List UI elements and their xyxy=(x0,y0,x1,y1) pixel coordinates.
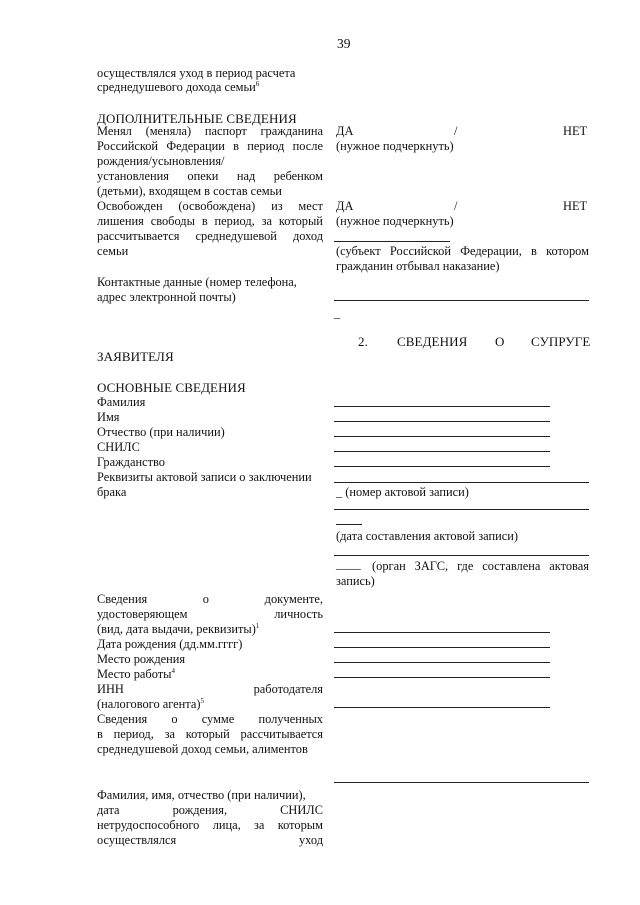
word: документе, xyxy=(264,592,323,606)
passport-question-line-3: рождения/усыновления/ xyxy=(97,154,225,168)
word: в xyxy=(233,139,239,153)
passport-question-line-1 xyxy=(97,124,323,139)
footnote-ref: 5 xyxy=(200,696,204,705)
word: Менял xyxy=(97,124,132,138)
word: за xyxy=(261,214,273,228)
word: лица, xyxy=(212,818,241,832)
word: актовая xyxy=(549,559,589,573)
record-date-short-line xyxy=(336,524,362,525)
word: в xyxy=(201,214,208,228)
name-label: Имя xyxy=(97,410,120,424)
word: из xyxy=(271,199,283,213)
word: лишения xyxy=(97,214,144,228)
passport-question-line-2 xyxy=(97,139,323,154)
record-number-caption: _ (номер актовой записи) xyxy=(336,485,469,499)
word: Федерации xyxy=(166,139,225,153)
word: СНИЛС xyxy=(280,803,323,817)
word: котором xyxy=(546,244,589,258)
word: о xyxy=(202,592,209,606)
word: которым xyxy=(277,818,323,832)
released-no-option[interactable]: НЕТ xyxy=(563,199,588,213)
registry-office-caption-line-1 xyxy=(372,559,589,574)
word: в xyxy=(531,244,537,258)
registry-office-input-line[interactable] xyxy=(334,555,589,556)
passport-yes-option[interactable]: ДА xyxy=(336,124,354,138)
income-label-line-3: среднедушевой доход семьи, алиментов xyxy=(97,742,308,756)
word: где xyxy=(457,559,474,573)
workplace-label xyxy=(97,667,175,682)
released-slash: / xyxy=(454,199,458,213)
word: Сведения xyxy=(97,592,148,606)
contacts-dash: _ xyxy=(334,306,341,320)
region-caption-line-1 xyxy=(336,244,589,259)
registry-office-caption-line-2: запись) xyxy=(336,574,375,588)
inn-label-line-2 xyxy=(97,697,204,712)
word: ребенком xyxy=(273,169,323,183)
birth-date-label: Дата рождения (дд.мм.гггг) xyxy=(97,637,243,651)
id-document-label-line-2 xyxy=(97,607,323,622)
released-question-line-4: семьи xyxy=(97,244,129,258)
region-input-line[interactable] xyxy=(334,241,450,242)
word: полученных xyxy=(258,712,323,726)
contacts-input-line[interactable] xyxy=(334,300,589,301)
name-input-line[interactable] xyxy=(334,421,550,422)
marriage-record-label-line-2: брака xyxy=(97,485,127,499)
disabled-person-label-line-2 xyxy=(97,803,323,818)
word: нетрудоспособного xyxy=(97,818,200,832)
word: составлена xyxy=(482,559,541,573)
section-2-word-2: О xyxy=(495,334,505,349)
birth-place-input-line[interactable] xyxy=(334,662,550,663)
word: рождения, xyxy=(172,803,228,817)
released-question-line-3 xyxy=(97,229,323,244)
disabled-person-label-line-4 xyxy=(97,833,323,848)
word: период, xyxy=(214,214,255,228)
continuation-line-2 xyxy=(97,80,259,95)
footnote-ref: 1 xyxy=(255,621,260,630)
word: Освобожден xyxy=(97,199,163,213)
word: (освобождена) xyxy=(178,199,256,213)
word: который xyxy=(278,214,323,228)
word: (меняла) xyxy=(145,124,192,138)
word: Сведения xyxy=(97,712,148,726)
snils-label: СНИЛС xyxy=(97,440,140,454)
section-2-word-3: СУПРУГЕ xyxy=(531,334,591,349)
basic-info-heading: ОСНОВНЫЕ СВЕДЕНИЯ xyxy=(97,380,246,395)
birth-place-label: Место рождения xyxy=(97,652,186,666)
section-2-word-1: СВЕДЕНИЯ xyxy=(397,334,468,349)
surname-label: Фамилия xyxy=(97,395,146,409)
id-document-label-line-3 xyxy=(97,622,259,637)
word: Российской xyxy=(389,244,451,258)
record-date-input-line[interactable] xyxy=(334,509,589,510)
released-yes-option[interactable]: ДА xyxy=(336,199,354,213)
marriage-record-input-line[interactable] xyxy=(334,482,589,483)
id-document-input-line[interactable] xyxy=(334,632,550,633)
footnote-ref: 6 xyxy=(255,79,260,88)
word: (субъект xyxy=(336,244,381,258)
workplace-input-line[interactable] xyxy=(334,677,550,678)
region-caption-line-2: гражданин отбывал наказание) xyxy=(336,259,500,273)
word: удостоверяющем xyxy=(97,607,188,621)
citizenship-input-line[interactable] xyxy=(334,466,550,467)
word: над xyxy=(236,169,256,183)
word: мест xyxy=(298,199,323,213)
contacts-label-line-2: адрес электронной почты) xyxy=(97,290,236,304)
word: осуществлялся xyxy=(97,833,177,847)
released-question-line-2 xyxy=(97,214,323,229)
word: период, xyxy=(113,727,154,741)
word: установления xyxy=(97,169,169,183)
inn-label-line-1 xyxy=(97,682,323,697)
word: Российской xyxy=(97,139,159,153)
word: за xyxy=(254,818,265,832)
page-number: 39 xyxy=(337,36,351,51)
birth-date-input-line[interactable] xyxy=(334,647,550,648)
word: личность xyxy=(274,607,323,621)
section-2-word-4: ЗАЯВИТЕЛЯ xyxy=(97,349,174,364)
word: период xyxy=(247,139,285,153)
disabled-person-label-line-1: Фамилия, имя, отчество (при наличии), xyxy=(97,788,306,802)
word: после xyxy=(292,139,323,153)
word: доход xyxy=(292,229,323,243)
workplace-text: Место работы xyxy=(97,667,172,681)
marriage-record-label-line-1: Реквизиты актовой записи о заключении xyxy=(97,470,312,484)
passport-no-option[interactable]: НЕТ xyxy=(563,124,588,138)
patronymic-input-line[interactable] xyxy=(334,436,550,437)
word: уход xyxy=(298,833,323,847)
income-label-line-1 xyxy=(97,712,323,727)
word: опеки xyxy=(187,169,219,183)
word: свободы xyxy=(150,214,195,228)
contacts-label-line-1: Контактные данные (номер телефона, xyxy=(97,275,297,289)
disabled-person-input-line[interactable] xyxy=(334,782,589,783)
word: сумме xyxy=(201,712,235,726)
disabled-person-label-line-3 xyxy=(97,818,323,833)
word: (орган xyxy=(372,559,406,573)
word: за xyxy=(164,727,175,741)
word: рассчитывается xyxy=(97,229,180,243)
released-hint: (нужное подчеркнуть) xyxy=(336,214,454,228)
word: ИНН xyxy=(97,682,124,696)
continuation-text: среднедушевого дохода семьи xyxy=(97,80,256,94)
word: дата xyxy=(97,803,120,817)
word: среднедушевой xyxy=(195,229,277,243)
released-question-line-1 xyxy=(97,199,323,214)
word: работодателя xyxy=(253,682,323,696)
word: в xyxy=(97,727,103,741)
patronymic-label: Отчество (при наличии) xyxy=(97,425,225,439)
record-date-caption: (дата составления актовой записи) xyxy=(336,529,519,543)
word: рассчитывается xyxy=(240,727,323,741)
id-document-label-line-1 xyxy=(97,592,323,607)
passport-question-line-5: (детьми), входящем в состав семьи xyxy=(97,184,282,198)
snils-input-line[interactable] xyxy=(334,451,550,452)
additional-heading: ДОПОЛНИТЕЛЬНЫЕ СВЕДЕНИЯ xyxy=(97,111,297,126)
footnote-ref: 4 xyxy=(171,666,175,675)
word: ЗАГС, xyxy=(414,559,449,573)
passport-question-line-4 xyxy=(97,169,323,184)
word: гражданина xyxy=(260,124,323,138)
word: о xyxy=(171,712,178,726)
citizenship-label: Гражданство xyxy=(97,455,165,469)
id-document-text: (вид, дата выдачи, реквизиты) xyxy=(97,622,256,636)
inn-text: (налогового агента) xyxy=(97,697,201,711)
word: паспорт xyxy=(204,124,247,138)
passport-slash: / xyxy=(454,124,458,138)
word: который xyxy=(185,727,230,741)
inn-input-line[interactable] xyxy=(334,707,550,708)
section-2-number: 2. xyxy=(358,334,368,349)
passport-hint: (нужное подчеркнуть) xyxy=(336,139,454,153)
registry-office-gap: ____ xyxy=(336,557,361,571)
surname-input-line[interactable] xyxy=(334,406,550,407)
income-label-line-2 xyxy=(97,727,323,742)
word: Федерации, xyxy=(460,244,522,258)
continuation-line-1: осуществлялся уход в период расчета xyxy=(97,66,296,80)
